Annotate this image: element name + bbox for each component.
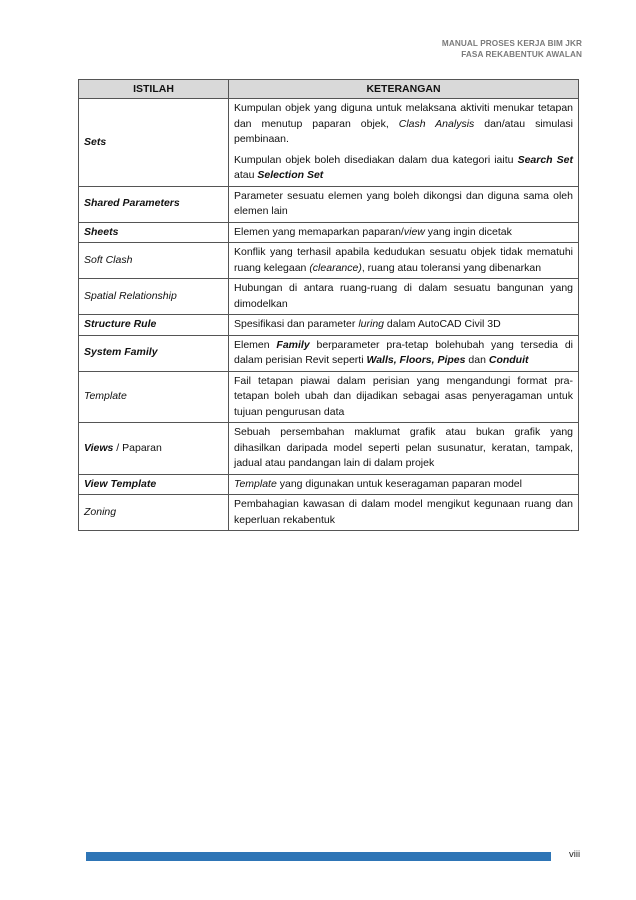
desc-template: Fail tetapan piawai dalam perisian yang mengandungi format pra-tetapan boleh ubah dan dijadikan sebagai asas penyeragaman untuk tujuan pengurusan data (229, 371, 579, 423)
text: view (403, 225, 425, 238)
text: Search Set (517, 153, 573, 166)
desc-view-template (229, 474, 579, 495)
table-row (79, 279, 579, 315)
text: / Paparan (113, 441, 162, 454)
term-shared-parameters: Shared Parameters (79, 186, 229, 222)
desc-paragraph (234, 153, 573, 184)
text: yang ingin dicetak (424, 225, 512, 238)
term-template: Template (79, 371, 229, 423)
term-sets: Sets (79, 99, 229, 187)
desc-shared-parameters: Parameter sesuatu elemen yang boleh dikongsi dan diguna sama oleh elemen lain (229, 186, 579, 222)
text: Clash Analysis (398, 117, 475, 130)
table-row (79, 423, 579, 475)
text: Family (276, 338, 310, 351)
header-line-1: MANUAL PROSES KERJA BIM JKR (441, 39, 582, 48)
desc-sets (229, 99, 579, 187)
term-views (79, 423, 229, 475)
col-header-keterangan: KETERANGAN (229, 80, 579, 99)
table-row (79, 495, 579, 531)
text: dan (465, 354, 489, 366)
term-sheets: Sheets (79, 222, 229, 243)
desc-structure-rule (229, 315, 579, 336)
term-structure-rule: Structure Rule (79, 315, 229, 336)
text: luring (358, 318, 385, 330)
text: Kumpulan objek boleh disediakan dalam dua kategori iaitu (234, 153, 518, 166)
table-row (79, 315, 579, 336)
footer-bar (86, 852, 551, 861)
text: Selection Set (257, 169, 324, 181)
term-soft-clash: Soft Clash (79, 243, 229, 279)
text: (clearance) (309, 261, 362, 274)
term-system-family: System Family (79, 335, 229, 371)
table-row (79, 99, 579, 187)
table-row (79, 186, 579, 222)
table-row (79, 474, 579, 495)
col-header-istilah: ISTILAH (79, 80, 229, 99)
text: yang digunakan untuk keseragaman paparan model (276, 477, 522, 490)
table-header-row (79, 80, 579, 99)
table-row (79, 335, 579, 371)
text: Conduit (488, 354, 529, 366)
desc-soft-clash (229, 243, 579, 279)
text: Views (84, 441, 114, 454)
desc-paragraph (234, 101, 573, 148)
text: Template (234, 477, 277, 490)
text: berparameter pra-tetap bolehubah yang tersedia di dalam perisian Revit seperti (234, 338, 573, 366)
desc-sheets (229, 222, 579, 243)
text: Kumpulan objek yang diguna untuk melaksana aktiviti menukar tetapan dan menutup paparan objek, (234, 102, 573, 130)
text: dalam AutoCAD Civil 3D (384, 318, 501, 330)
table-row (79, 371, 579, 423)
table-row (79, 243, 579, 279)
text: atau (234, 169, 258, 181)
glossary-table (78, 79, 579, 531)
text: Walls, Floors, Pipes (366, 354, 466, 366)
text: , ruang atau toleransi yang dibenarkan (361, 261, 542, 274)
text: Spesifikasi dan parameter (234, 318, 359, 330)
text: Elemen (234, 338, 277, 351)
desc-views: Sebuah persembahan maklumat grafik atau bukan grafik yang dihasilkan daripada model seperti pelan susunatur, keratan, tampak, jadual atau pandangan lain di dalam projek (229, 423, 579, 475)
term-spatial-relationship: Spatial Relationship (79, 279, 229, 315)
text: Konflik yang terhasil apabila kedudukan sesuatu objek tidak mematuhi ruang kelegaan (234, 246, 573, 274)
text: dan/atau simulasi pembinaan. (234, 117, 573, 145)
term-zoning: Zoning (79, 495, 229, 531)
page-number: viii (569, 849, 581, 860)
running-header (442, 38, 582, 60)
desc-zoning: Pembahagian kawasan di dalam model mengikut kegunaan ruang dan keperluan rekabentuk (229, 495, 579, 531)
header-line-2: FASA REKABENTUK AWALAN (461, 50, 582, 59)
desc-system-family (229, 335, 579, 371)
term-view-template: View Template (79, 474, 229, 495)
desc-spatial-relationship: Hubungan di antara ruang-ruang di dalam sesuatu bangunan yang dimodelkan (229, 279, 579, 315)
table-row (79, 222, 579, 243)
text: Elemen yang memaparkan paparan/ (234, 225, 404, 238)
